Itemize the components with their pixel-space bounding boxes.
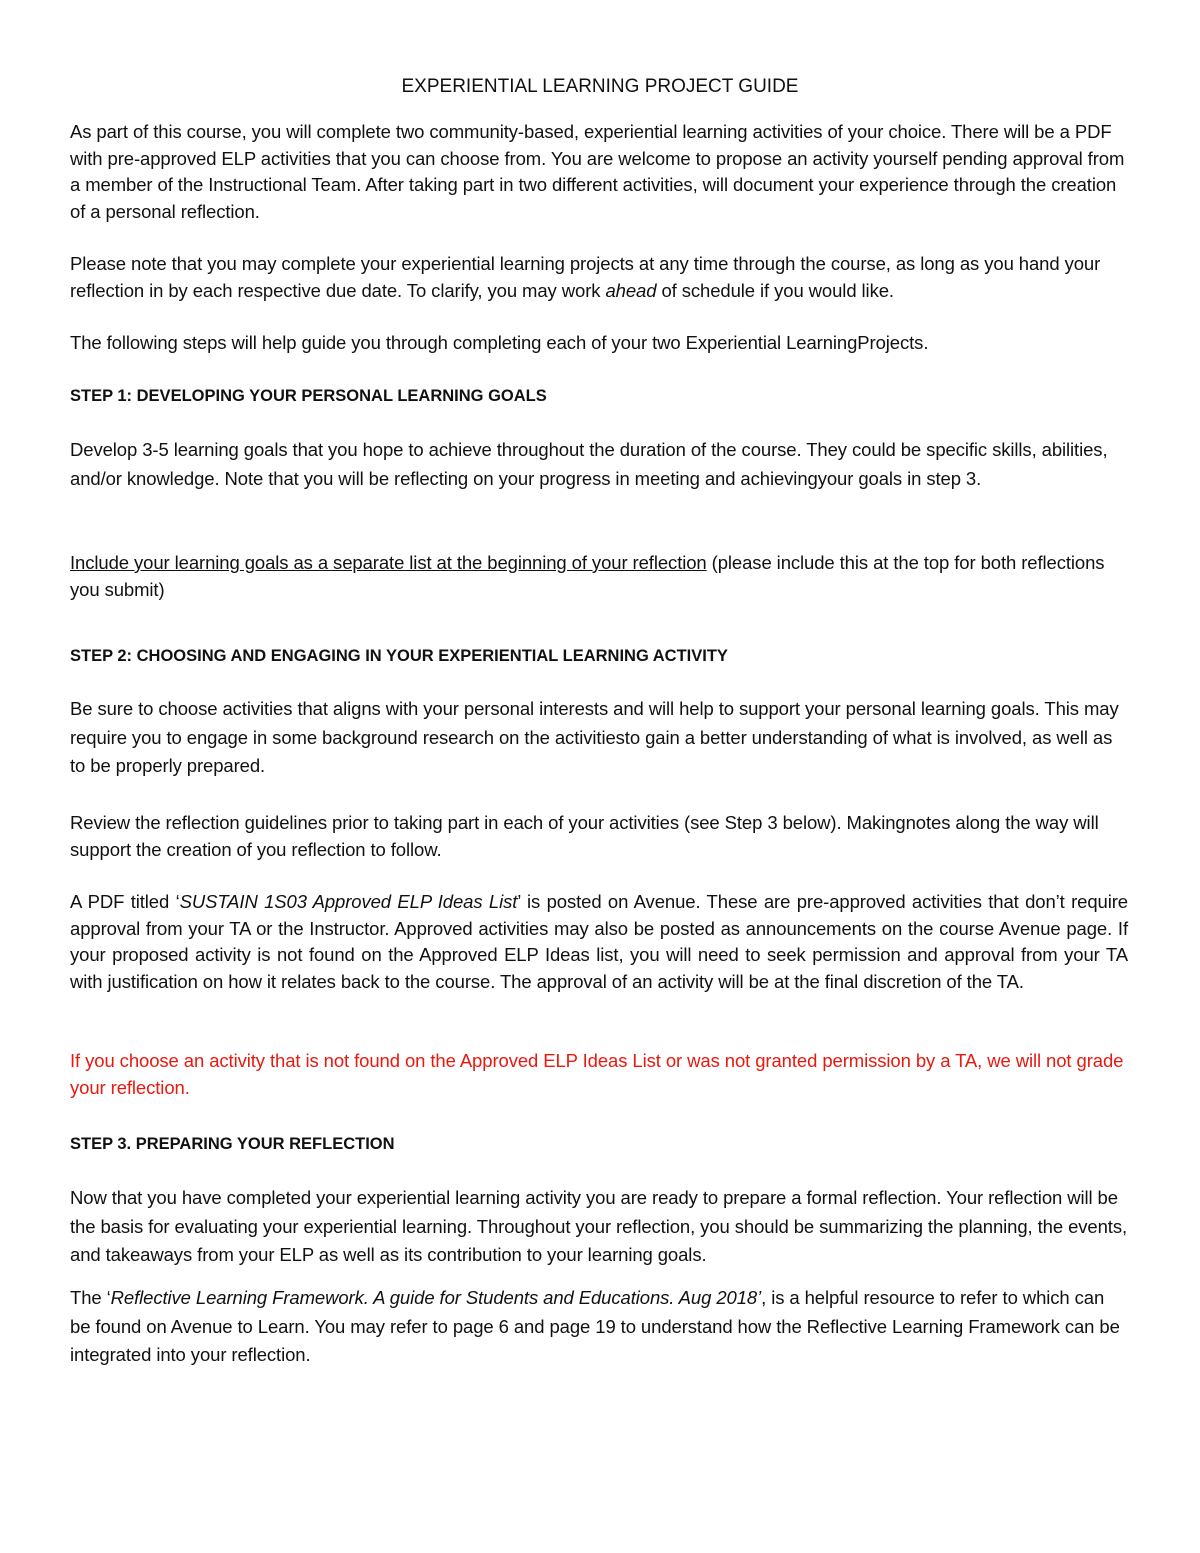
step2-pdf-text-end: ’ is posted on Avenue. These are pre-approved activities that don’t require approval from your TA or the Instructor. Approved activities may also be posted as announcements on the course Avenue page. If your proposed activity is not found on the Approved ELP Ideas list, you will need to seek permission and approval from your TA with justification on how it relates back to the course. The approval of an activity will be at the final discretion of the TA. — [70, 891, 1128, 992]
step1-heading: STEP 1: DEVELOPING YOUR PERSONAL LEARNING GOALS — [70, 387, 547, 405]
step3-framework-text-end: , is a helpful resource to refer to which can be found on Avenue to Learn. You may refer to page 6 and page 19 to understand how the Reflective Learning Framework can be integrated into your reflection. — [70, 1287, 1120, 1365]
step2-review-paragraph: Review the reflection guidelines prior to taking part in each of your activities (see Step 3 below). Makingnotes along the way will support the creation of you reflection to follow. — [70, 812, 1099, 860]
step2-pdf-text-start: A PDF titled ‘ — [70, 891, 180, 912]
step3-heading: STEP 3. PREPARING YOUR REFLECTION — [70, 1135, 395, 1153]
note-paragraph — [70, 251, 1128, 304]
step2-pdf-paragraph — [70, 889, 1128, 995]
step2-warning: If you choose an activity that is not found on the Approved ELP Ideas List or was not granted permission by a TA, we will not grade your reflection. — [70, 1050, 1124, 1098]
step3-framework-title: Reflective Learning Framework. A guide for Students and Educations. Aug 2018’ — [110, 1287, 762, 1308]
step1-include-rest: (please include this at the top for both reflections you submit) — [70, 552, 1105, 600]
step1-include-underlined: Include your learning goals as a separate list at the beginning of your reflection — [70, 552, 707, 573]
intro-paragraph: As part of this course, you will complete two community-based, experiential learning activities of your choice. There will be a PDF with pre-approved ELP activities that you can choose from. You are welcome to propose an activity yourself pending approval from a member of the Instructional Team. After taking part in two different activities, will document your experience through the creation of a personal reflection. — [70, 121, 1125, 222]
note-text-end: of schedule if you would like. — [656, 279, 894, 301]
step2-body: Be sure to choose activities that aligns with your personal interests and will help to support your personal learning goals. This may require you to engage in some background research on the activitiesto gain a better understanding of what is involved, as well as to be properly prepared. — [70, 698, 1119, 776]
step1-include-paragraph — [70, 550, 1128, 603]
following-steps-paragraph: The following steps will help guide you through completing each of your two Experiential LearningProjects. — [70, 332, 929, 353]
step3-body: Now that you have completed your experiential learning activity you are ready to prepare a formal reflection. Your reflection will be the basis for evaluating your experiential learning. Throughout your reflection, you should be summarizing the planning, the events, and takeaways from your ELP as well as its contribution to your learning goals. — [70, 1187, 1128, 1265]
page-title: EXPERIENTIAL LEARNING PROJECT GUIDE — [401, 76, 799, 97]
note-emphasis: ahead — [605, 279, 657, 301]
note-text-start: Please note that you may complete your experiential learning projects at any time through the course, as long as you hand your reflection in by each respective due date. To clarify, you may work — [70, 253, 1101, 301]
step3-framework-paragraph — [70, 1284, 1128, 1370]
step3-framework-text-start: The ‘ — [70, 1287, 111, 1308]
step1-body: Develop 3-5 learning goals that you hope to achieve throughout the duration of the course. They could be specific skills, abilities, and/or knowledge. Note that you will be reflecting on your progress in meeting and achievingyour goals in step 3. — [70, 439, 1108, 489]
step2-heading: STEP 2: CHOOSING AND ENGAGING IN YOUR EXPERIENTIAL LEARNING ACTIVITY — [70, 647, 728, 665]
step2-pdf-title: SUSTAIN 1S03 Approved ELP Ideas List — [179, 891, 518, 912]
